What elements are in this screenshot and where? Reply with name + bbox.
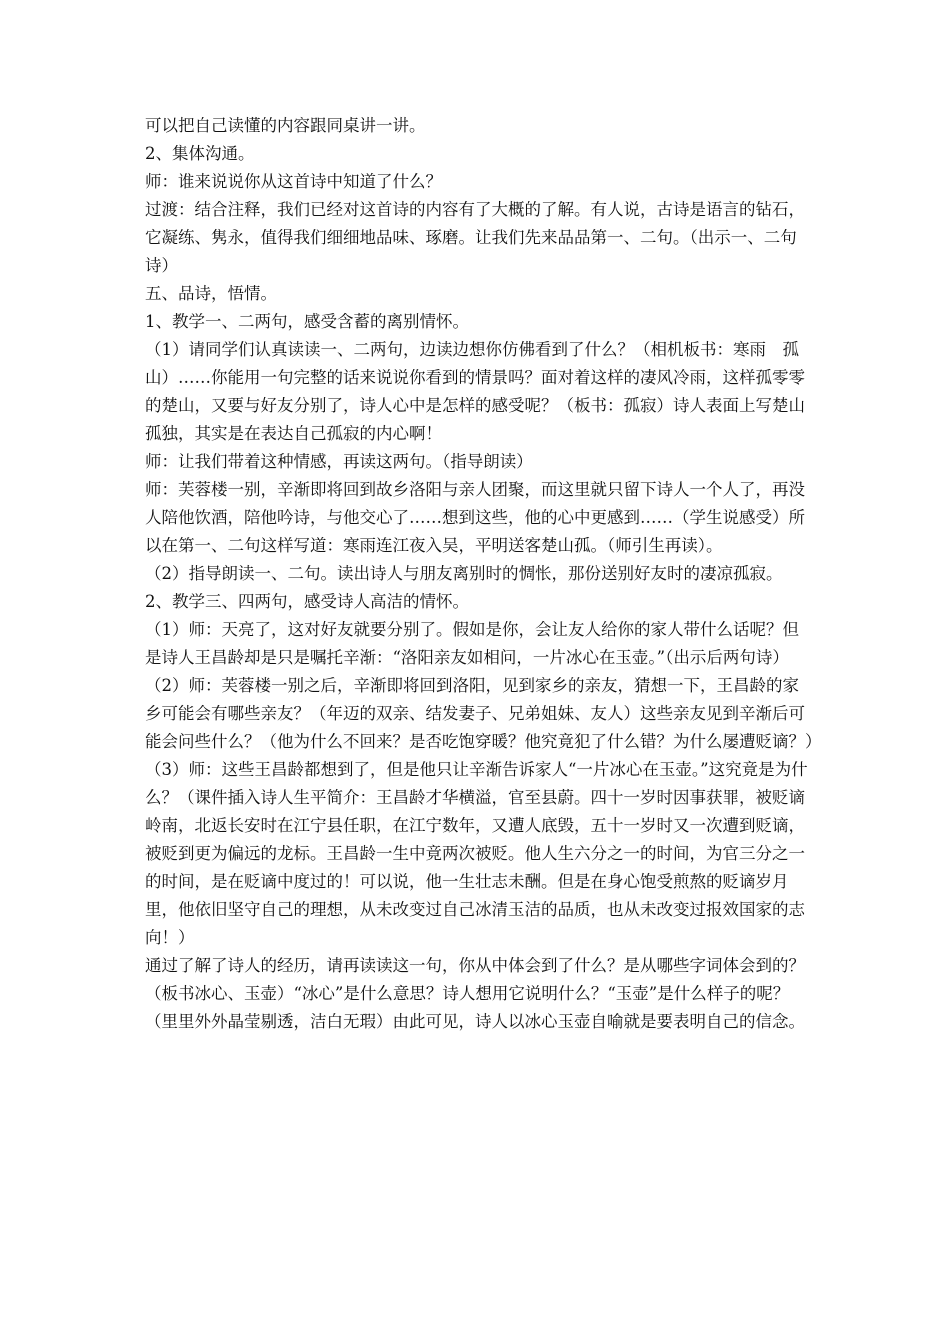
subheading-teach-lines-1-2: 1、教学一、二两句，感受含蓄的离别情怀。	[145, 312, 469, 331]
paragraph-9: 师：芙蓉楼一别，辛渐即将回到故乡洛阳与亲人团聚，而这里就只留下诗人一个人了，再没人陪他饮酒，陪他吟诗，与他交心了……想到这些，他的心中更感到……（学生说感受）所以在第一、二句这样写道：寒雨连江夜入吴，平明送客楚山孤。（师引生再读）。	[145, 480, 805, 555]
paragraph-10: （2）指导朗读一、二句。读出诗人与朋友离别时的惆怅，那份送别好友时的凄凉孤寂。	[145, 564, 783, 583]
document-body	[145, 112, 822, 1036]
paragraph-8: 师：让我们带着这种情感，再读这两句。（指导朗读）	[145, 452, 533, 471]
paragraph-14: （3）师：这些王昌龄都想到了，但是他只让辛渐告诉家人“一片冰心在玉壶。”这究竟是为什么？（课件插入诗人生平简介：王昌龄才华横溢，官至县蔚。四十一岁时因事获罪，被贬谪岭南，北返长安时在江宁县任职，在江宁数年，又遭人底毁，五十一岁时又一次遭到贬谪，被贬到更为偏远的龙标。王昌龄一生中竟两次被贬。他人生六分之一的时间，为官三分之一的时间，是在贬谪中度过的！可以说，他一生壮志未酬。但是在身心饱受煎熬的贬谪岁月里，他依旧坚守自己的理想，从未改变过自己冰清玉洁的品质，也从未改变过报效国家的志向！）	[145, 760, 808, 947]
paragraph-1: 可以把自己读懂的内容跟同桌讲一讲。	[145, 116, 426, 135]
section-heading-collective-communication: 2、集体沟通。	[145, 144, 255, 163]
subheading-teach-lines-3-4: 2、教学三、四两句，感受诗人高洁的情怀。	[145, 592, 469, 611]
paragraph-transition: 过渡：结合注释，我们已经对这首诗的内容有了大概的了解。有人说，古诗是语言的钻石，它凝练、隽永，值得我们细细地品味、琢磨。让我们先来品品第一、二句。（出示一、二句诗）	[145, 200, 805, 275]
paragraph-3: 师：谁来说说你从这首诗中知道了什么？	[145, 172, 442, 191]
paragraph-7: （1）请同学们认真读读一、二两句，边读边想你仿佛看到了什么？（相机板书：寒雨 孤山）……你能用一句完整的话来说说你看到的情景吗？面对着这样的凄风冷雨，这样孤零零的楚山，又要与好友分别了，诗人心中是怎样的感受呢？（板书：孤寂）诗人表面上写楚山孤独，其实是在表达自己孤寂的内心啊！	[145, 340, 805, 443]
paragraph-13: （2）师：芙蓉楼一别之后，辛渐即将回到洛阳，见到家乡的亲友，猜想一下，王昌龄的家乡可能会有哪些亲友？（年迈的双亲、结发妻子、兄弟姐妹、友人）这些亲友见到辛渐后可能会问些什么？（他为什么不回来？是否吃饱穿暖？他究竟犯了什么错？为什么屡遭贬谪？）	[145, 676, 822, 751]
paragraph-15: 通过了解了诗人的经历，请再读读这一句，你从中体会到了什么？是从哪些字词体会到的？（板书冰心、玉壶）“冰心”是什么意思？诗人想用它说明什么？“玉壶”是什么样子的呢？（里里外外晶莹剔透，洁白无瑕）由此可见，诗人以冰心玉壶自喻就是要表明自己的信念。	[145, 956, 805, 1031]
paragraph-12: （1）师：天亮了，这对好友就要分别了。假如是你，会让友人给你的家人带什么话呢？但是诗人王昌龄却是只是嘱托辛渐：“洛阳亲友如相问，一片冰心在玉壶。”（出示后两句诗）	[145, 620, 799, 667]
section-heading-five: 五、品诗，悟情。	[145, 284, 277, 303]
